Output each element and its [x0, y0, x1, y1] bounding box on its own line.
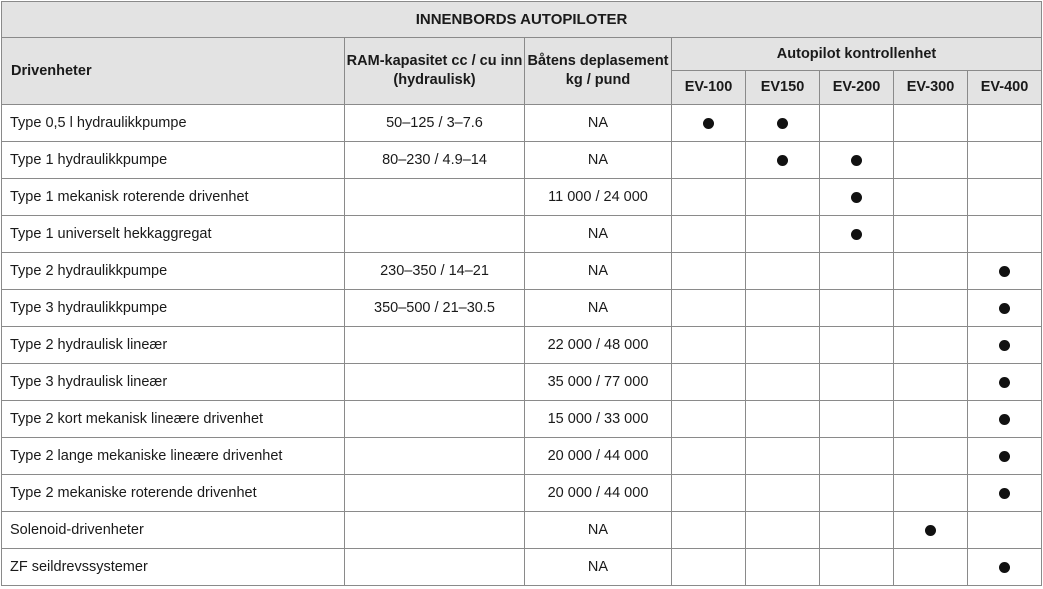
displacement-cell: NA — [525, 253, 672, 290]
compatibility-cell — [968, 290, 1042, 327]
ram-capacity-cell — [345, 475, 525, 512]
compatibility-cell — [820, 438, 894, 475]
compatible-dot-icon — [703, 118, 714, 129]
ram-capacity-cell — [345, 327, 525, 364]
ram-capacity-cell — [345, 549, 525, 586]
control-unit-header: EV-200 — [820, 71, 894, 105]
compatibility-cell — [672, 179, 746, 216]
compatibility-cell — [894, 290, 968, 327]
compatibility-cell — [672, 290, 746, 327]
compatibility-cell — [968, 512, 1042, 549]
compatibility-cell — [968, 179, 1042, 216]
control-unit-group-header: Autopilot kontrollenhet — [672, 38, 1042, 71]
compatibility-cell — [894, 142, 968, 179]
compatibility-cell — [894, 327, 968, 364]
control-unit-header: EV150 — [746, 71, 820, 105]
drive-unit-cell: Type 1 hydraulikkpumpe — [2, 142, 345, 179]
compatible-dot-icon — [777, 155, 788, 166]
compatibility-cell — [672, 253, 746, 290]
displacement-cell: NA — [525, 105, 672, 142]
compatibility-cell — [820, 253, 894, 290]
compatibility-cell — [894, 253, 968, 290]
compatibility-cell — [746, 549, 820, 586]
compatibility-cell — [820, 549, 894, 586]
compatibility-cell — [746, 401, 820, 438]
compatibility-cell — [672, 549, 746, 586]
table-row — [2, 105, 1042, 142]
compatibility-cell — [672, 327, 746, 364]
displacement-cell: NA — [525, 142, 672, 179]
compatibility-cell — [746, 179, 820, 216]
displacement-header: Båtens deplasement kg / pund — [525, 38, 672, 105]
compatibility-cell — [746, 216, 820, 253]
compatibility-cell — [894, 364, 968, 401]
compatibility-cell — [894, 475, 968, 512]
ram-capacity-cell: 350–500 / 21–30.5 — [345, 290, 525, 327]
compatibility-cell — [672, 438, 746, 475]
autopilot-compatibility-table — [1, 1, 1042, 586]
displacement-cell: 20 000 / 44 000 — [525, 438, 672, 475]
compatibility-cell — [746, 327, 820, 364]
drive-unit-cell: Type 2 hydraulisk lineær — [2, 327, 345, 364]
table-row — [2, 475, 1042, 512]
table-row — [2, 327, 1042, 364]
drive-unit-cell: Type 0,5 l hydraulikkpumpe — [2, 105, 345, 142]
ram-capacity-cell — [345, 512, 525, 549]
compatible-dot-icon — [851, 192, 862, 203]
compatibility-cell — [968, 438, 1042, 475]
displacement-cell: 15 000 / 33 000 — [525, 401, 672, 438]
ram-capacity-cell: 50–125 / 3–7.6 — [345, 105, 525, 142]
compatibility-cell — [746, 475, 820, 512]
compatible-dot-icon — [999, 451, 1010, 462]
ram-capacity-cell — [345, 364, 525, 401]
compatible-dot-icon — [999, 488, 1010, 499]
compatible-dot-icon — [925, 525, 936, 536]
drive-unit-cell: Type 2 kort mekanisk lineære drivenhet — [2, 401, 345, 438]
compatibility-cell — [894, 216, 968, 253]
compatibility-cell — [968, 549, 1042, 586]
compatible-dot-icon — [851, 229, 862, 240]
displacement-cell: NA — [525, 512, 672, 549]
control-unit-header: EV-400 — [968, 71, 1042, 105]
compatible-dot-icon — [999, 562, 1010, 573]
compatibility-cell — [672, 401, 746, 438]
table-row — [2, 512, 1042, 549]
compatibility-cell — [820, 290, 894, 327]
compatibility-cell — [894, 401, 968, 438]
compatibility-cell — [672, 475, 746, 512]
table-row — [2, 290, 1042, 327]
table-row — [2, 142, 1042, 179]
drive-unit-cell: Solenoid-drivenheter — [2, 512, 345, 549]
table-title: INNENBORDS AUTOPILOTER — [2, 2, 1042, 38]
compatibility-cell — [820, 327, 894, 364]
drive-unit-cell: Type 1 mekanisk roterende drivenhet — [2, 179, 345, 216]
table-row — [2, 401, 1042, 438]
table-row — [2, 549, 1042, 586]
ram-capacity-header: RAM-kapasitet cc / cu inn (hydraulisk) — [345, 38, 525, 105]
compatibility-cell — [820, 216, 894, 253]
displacement-cell: NA — [525, 216, 672, 253]
compatibility-cell — [968, 401, 1042, 438]
compatibility-cell — [746, 142, 820, 179]
compatibility-cell — [820, 364, 894, 401]
compatibility-cell — [968, 105, 1042, 142]
compatibility-cell — [746, 253, 820, 290]
compatibility-cell — [968, 327, 1042, 364]
compatible-dot-icon — [999, 377, 1010, 388]
compatible-dot-icon — [999, 303, 1010, 314]
displacement-cell: 22 000 / 48 000 — [525, 327, 672, 364]
compatibility-cell — [672, 512, 746, 549]
compatibility-cell — [968, 364, 1042, 401]
compatibility-cell — [820, 142, 894, 179]
displacement-cell: NA — [525, 290, 672, 327]
compatibility-cell — [968, 216, 1042, 253]
compatibility-cell — [820, 179, 894, 216]
compatibility-cell — [894, 179, 968, 216]
drive-unit-cell: Type 2 lange mekaniske lineære drivenhet — [2, 438, 345, 475]
ram-capacity-cell: 80–230 / 4.9–14 — [345, 142, 525, 179]
compatibility-cell — [820, 475, 894, 512]
displacement-cell: 20 000 / 44 000 — [525, 475, 672, 512]
compatibility-cell — [968, 253, 1042, 290]
table-row — [2, 216, 1042, 253]
ram-capacity-cell — [345, 216, 525, 253]
compatibility-cell — [968, 475, 1042, 512]
drive-units-header: Drivenheter — [2, 38, 345, 105]
compatibility-cell — [820, 512, 894, 549]
compatible-dot-icon — [777, 118, 788, 129]
table-body — [2, 105, 1042, 586]
compatibility-cell — [746, 438, 820, 475]
displacement-cell: 11 000 / 24 000 — [525, 179, 672, 216]
compatibility-cell — [746, 105, 820, 142]
ram-capacity-cell — [345, 179, 525, 216]
compatibility-cell — [672, 364, 746, 401]
compatible-dot-icon — [999, 340, 1010, 351]
control-unit-header: EV-300 — [894, 71, 968, 105]
displacement-cell: NA — [525, 549, 672, 586]
ram-capacity-cell: 230–350 / 14–21 — [345, 253, 525, 290]
drive-unit-cell: Type 2 hydraulikkpumpe — [2, 253, 345, 290]
control-unit-header: EV-100 — [672, 71, 746, 105]
drive-unit-cell: ZF seildrevssystemer — [2, 549, 345, 586]
compatibility-cell — [672, 105, 746, 142]
table-row — [2, 179, 1042, 216]
compatibility-cell — [894, 549, 968, 586]
compatibility-cell — [968, 142, 1042, 179]
compatibility-cell — [894, 512, 968, 549]
drive-unit-cell: Type 3 hydraulikkpumpe — [2, 290, 345, 327]
table-row — [2, 364, 1042, 401]
compatibility-cell — [672, 216, 746, 253]
compatibility-cell — [746, 290, 820, 327]
compatibility-cell — [894, 438, 968, 475]
displacement-cell: 35 000 / 77 000 — [525, 364, 672, 401]
compatible-dot-icon — [999, 266, 1010, 277]
compatible-dot-icon — [999, 414, 1010, 425]
compatibility-cell — [820, 401, 894, 438]
compatibility-cell — [746, 364, 820, 401]
table-row — [2, 438, 1042, 475]
compatibility-cell — [894, 105, 968, 142]
table-row — [2, 253, 1042, 290]
compatibility-cell — [672, 142, 746, 179]
drive-unit-cell: Type 3 hydraulisk lineær — [2, 364, 345, 401]
drive-unit-cell: Type 2 mekaniske roterende drivenhet — [2, 475, 345, 512]
drive-unit-cell: Type 1 universelt hekkaggregat — [2, 216, 345, 253]
compatibility-cell — [746, 512, 820, 549]
ram-capacity-cell — [345, 438, 525, 475]
compatibility-cell — [820, 105, 894, 142]
compatible-dot-icon — [851, 155, 862, 166]
ram-capacity-cell — [345, 401, 525, 438]
